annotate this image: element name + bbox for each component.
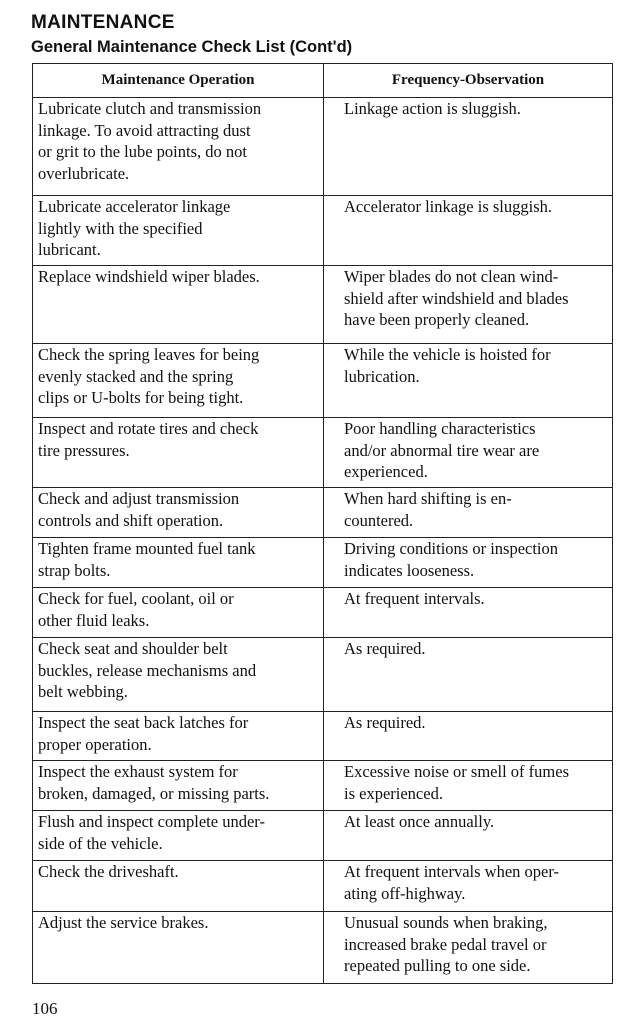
table-row — [33, 266, 613, 344]
operation-text: Inspect the seat back latches for proper operation. — [38, 713, 249, 754]
operation-cell — [33, 912, 324, 984]
frequency-cell — [324, 712, 613, 761]
table-row — [33, 98, 613, 196]
frequency-cell — [324, 196, 613, 266]
table-row — [33, 344, 613, 418]
table-row — [33, 488, 613, 538]
frequency-text: Accelerator linkage is sluggish. — [344, 197, 553, 216]
frequency-cell — [324, 811, 613, 861]
operation-cell — [33, 266, 324, 344]
table-row — [33, 588, 613, 638]
operation-text: Inspect and rotate tires and check tire pressures. — [38, 419, 259, 460]
frequency-cell — [324, 538, 613, 588]
operation-cell — [33, 588, 324, 638]
frequency-text: At least once annually. — [344, 812, 495, 831]
operation-cell — [33, 861, 324, 912]
frequency-cell — [324, 861, 613, 912]
operation-text: Adjust the service brakes. — [38, 913, 209, 932]
table-row — [33, 538, 613, 588]
maintenance-checklist-table-wrapper — [32, 63, 612, 984]
frequency-cell — [324, 344, 613, 418]
frequency-cell — [324, 266, 613, 344]
table-row — [33, 196, 613, 266]
table-row — [33, 712, 613, 761]
operation-text: Check the driveshaft. — [38, 862, 179, 881]
frequency-text: As required. — [344, 639, 426, 658]
frequency-text: Excessive noise or smell of fumes is experienced. — [344, 762, 569, 803]
operation-text: Replace windshield wiper blades. — [38, 267, 260, 286]
operation-cell — [33, 488, 324, 538]
frequency-text: As required. — [344, 713, 426, 732]
frequency-text: Poor handling characteristics and/or abnormal tire wear are experienced. — [344, 419, 540, 481]
frequency-cell — [324, 98, 613, 196]
frequency-cell — [324, 638, 613, 712]
checklist-subtitle: General Maintenance Check List (Cont'd) — [31, 38, 353, 56]
operation-cell — [33, 418, 324, 488]
frequency-cell — [324, 588, 613, 638]
table-header — [33, 64, 613, 98]
operation-text: Check the spring leaves for being evenly stacked and the spring clips or U-bolts for being tight. — [38, 345, 260, 407]
section-title: MAINTENANCE — [31, 12, 175, 33]
frequency-text: At frequent intervals when oper- ating off-highway. — [344, 862, 560, 903]
column-header-frequency: Frequency-Observation — [324, 64, 613, 98]
operation-text: Flush and inspect complete under- side of the vehicle. — [38, 812, 265, 853]
header-row — [33, 64, 613, 98]
operation-cell — [33, 196, 324, 266]
frequency-text: Driving conditions or inspection indicates looseness. — [344, 539, 559, 580]
operation-cell — [33, 811, 324, 861]
frequency-text: At frequent intervals. — [344, 589, 485, 608]
table-row — [33, 418, 613, 488]
frequency-cell — [324, 418, 613, 488]
operation-cell — [33, 98, 324, 196]
operation-text: Check seat and shoulder belt buckles, release mechanisms and belt webbing. — [38, 639, 257, 701]
operation-text: Inspect the exhaust system for broken, damaged, or missing parts. — [38, 762, 270, 803]
frequency-cell — [324, 912, 613, 984]
frequency-text: Unusual sounds when braking, increased brake pedal travel or repeated pulling to one side. — [344, 913, 548, 975]
frequency-cell — [324, 488, 613, 538]
operation-cell — [33, 712, 324, 761]
column-header-operation: Maintenance Operation — [33, 64, 324, 98]
operation-cell — [33, 638, 324, 712]
maintenance-checklist-table — [32, 63, 613, 984]
frequency-cell — [324, 761, 613, 811]
operation-text: Lubricate clutch and transmission linkage. To avoid attracting dust or grit to the lube points, do not overlubricate. — [38, 99, 262, 183]
operation-cell — [33, 538, 324, 588]
operation-text: Check and adjust transmission controls and shift operation. — [38, 489, 240, 530]
table-row — [33, 861, 613, 912]
frequency-text: Linkage action is sluggish. — [344, 99, 521, 118]
table-row — [33, 638, 613, 712]
operation-text: Lubricate accelerator linkage lightly with the specified lubricant. — [38, 197, 231, 259]
operation-text: Tighten frame mounted fuel tank strap bolts. — [38, 539, 256, 580]
page-number: 106 — [32, 999, 58, 1018]
table-row — [33, 912, 613, 984]
operation-cell — [33, 344, 324, 418]
frequency-text: When hard shifting is en- countered. — [344, 489, 512, 530]
table-row — [33, 761, 613, 811]
table-body — [33, 98, 613, 984]
frequency-text: While the vehicle is hoisted for lubrication. — [344, 345, 551, 386]
table-row — [33, 811, 613, 861]
frequency-text: Wiper blades do not clean wind- shield after windshield and blades have been properly cleaned. — [344, 267, 569, 329]
operation-cell — [33, 761, 324, 811]
operation-text: Check for fuel, coolant, oil or other fluid leaks. — [38, 589, 234, 630]
